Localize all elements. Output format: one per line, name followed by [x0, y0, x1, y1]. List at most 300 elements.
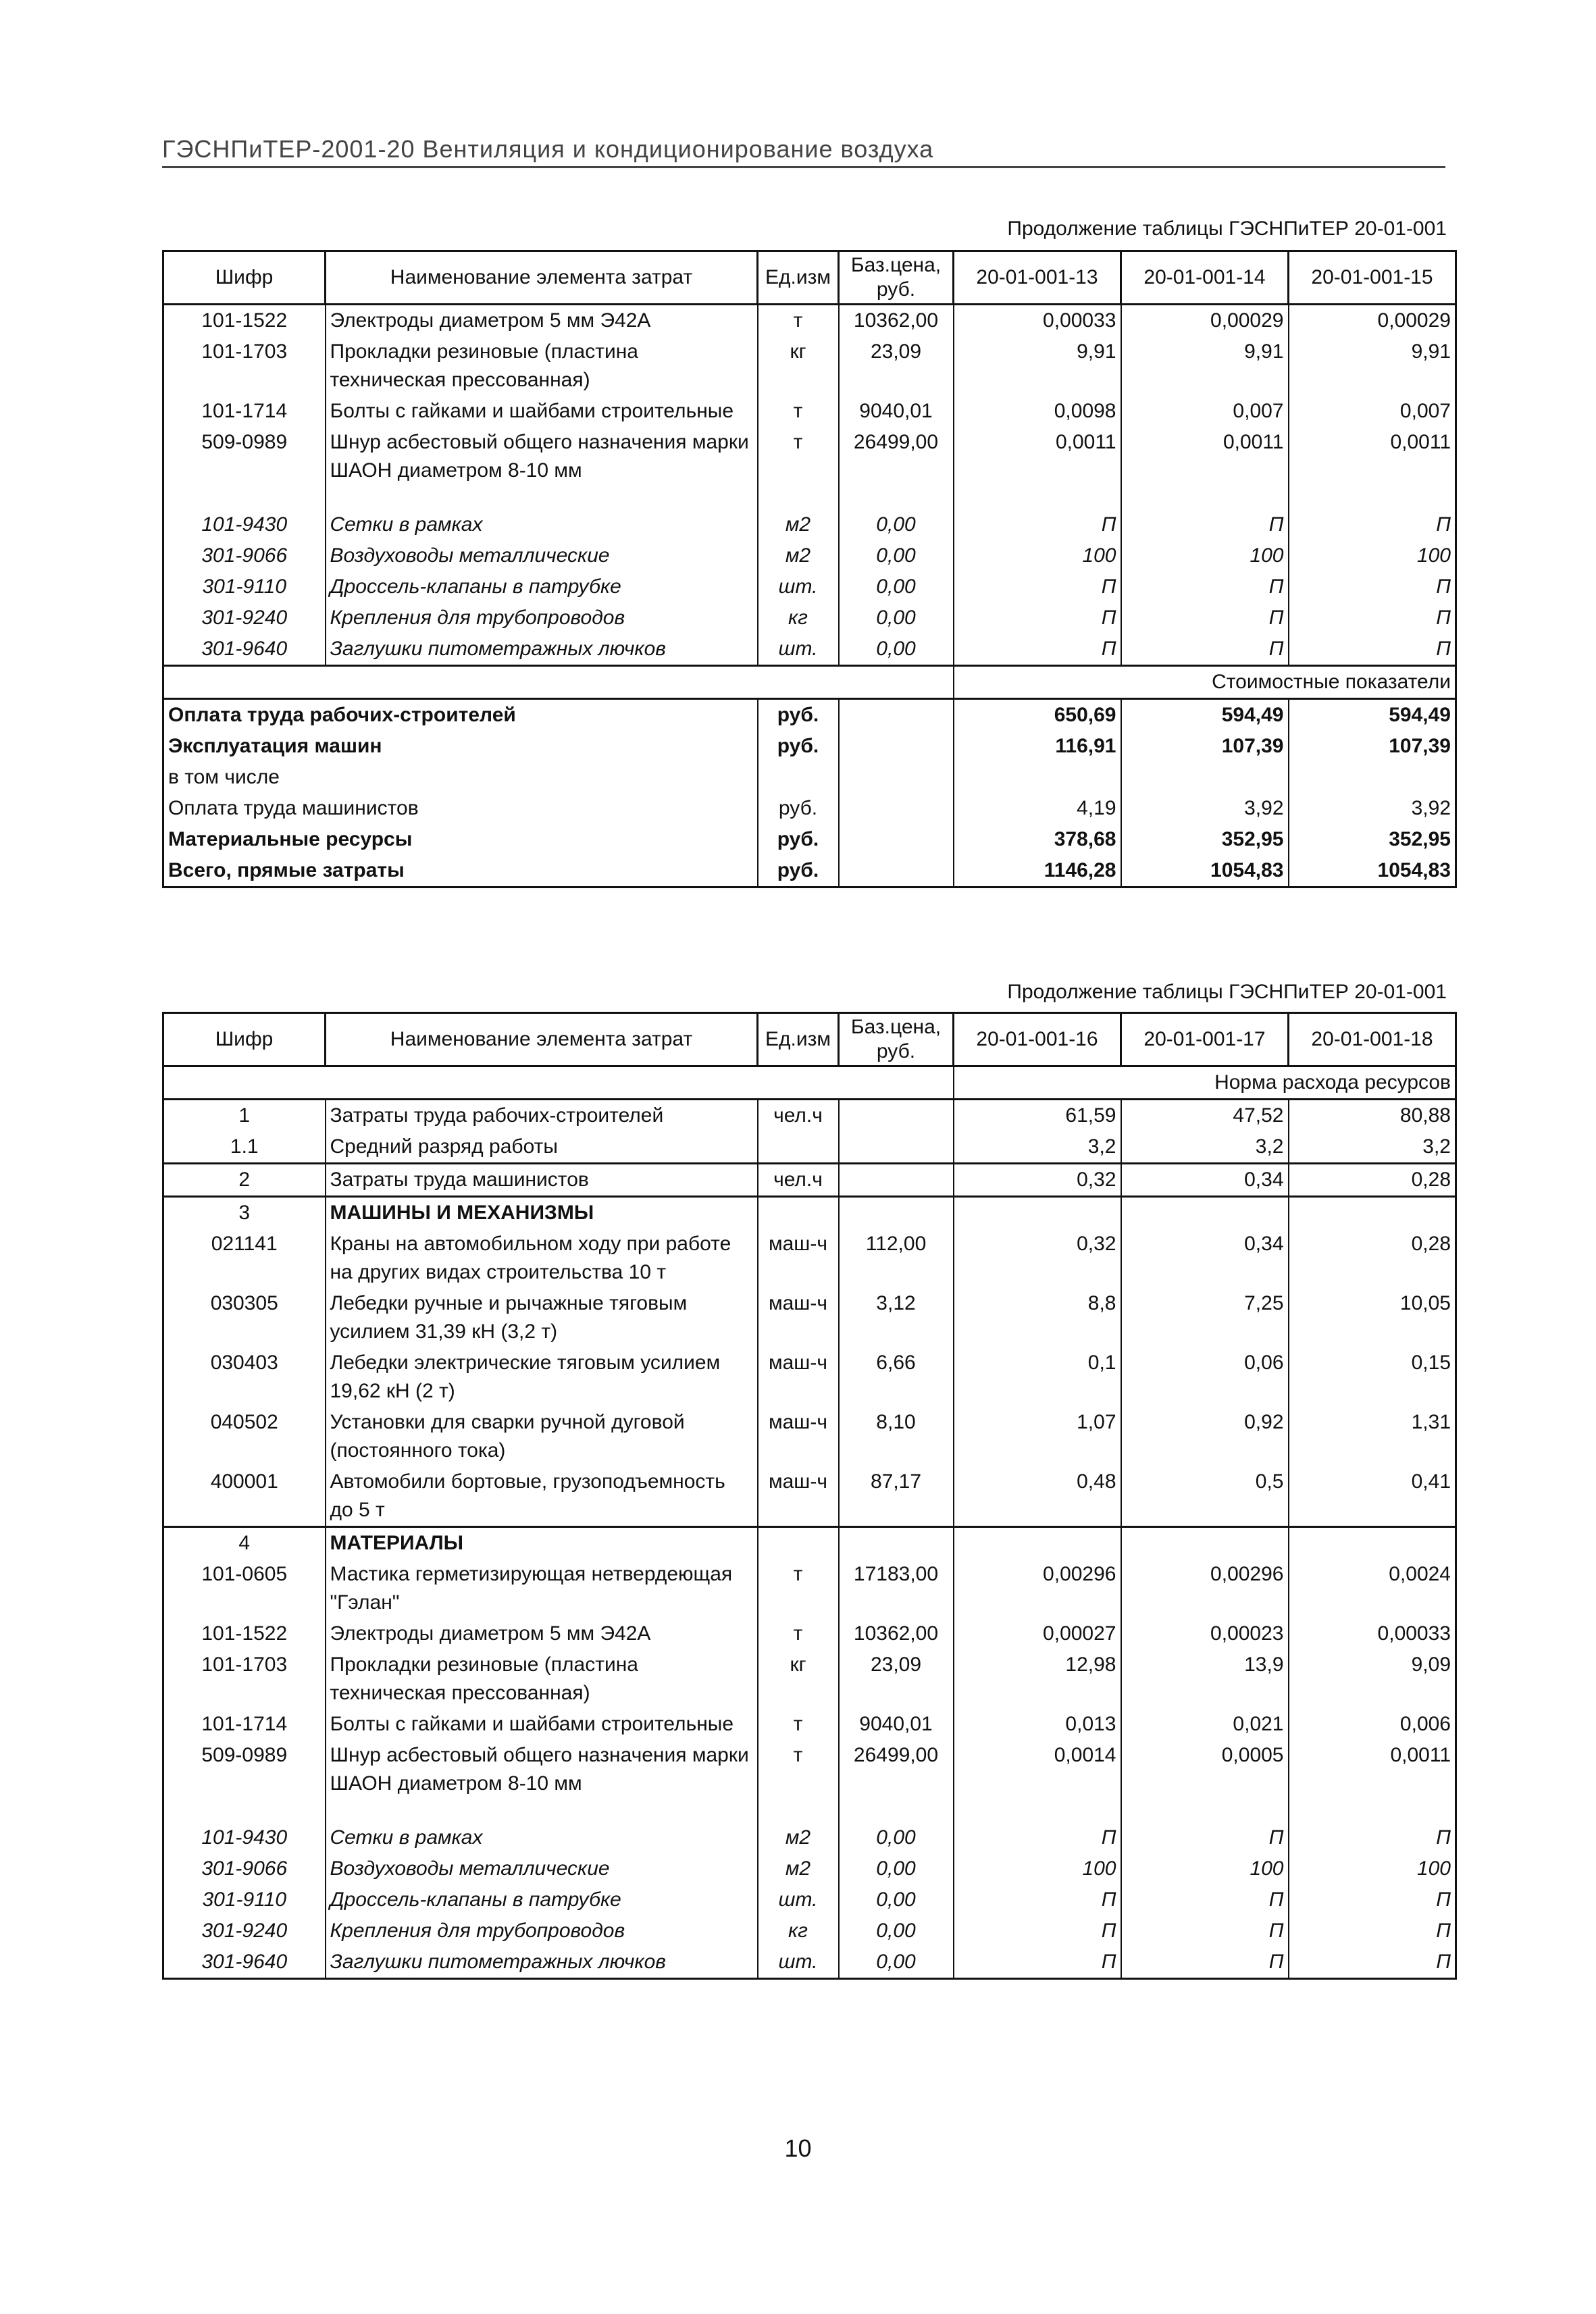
row-value-3: 9,09 — [1289, 1649, 1456, 1709]
section-name: МАТЕРИАЛЫ — [326, 1527, 758, 1560]
cost-row — [163, 762, 1456, 793]
cost-name: Оплата труда рабочих-строителей — [163, 699, 758, 731]
row-value-1: 0,00296 — [954, 1559, 1121, 1618]
spacer-cell — [1289, 486, 1456, 509]
row-value-1: 0,32 — [954, 1229, 1121, 1288]
header-code: Шифр — [163, 251, 326, 305]
row-unit: чел.ч — [758, 1100, 839, 1132]
row-code: 400001 — [163, 1466, 326, 1527]
cost-price — [839, 824, 954, 855]
row-price: 0,00 — [839, 1884, 954, 1916]
row-price: 9040,01 — [839, 1709, 954, 1740]
row-unit: маш-ч — [758, 1347, 839, 1407]
row-name: Крепления для трубопроводов — [326, 602, 758, 634]
spacer-cell — [163, 486, 326, 509]
table2-caption: Продолжение таблицы ГЭСНПиТЕР 20-01-001 — [1007, 981, 1447, 1003]
spacer-cell — [758, 1799, 839, 1822]
row-code: 101-1703 — [163, 1649, 326, 1709]
table-row — [163, 396, 1456, 427]
row-code: 101-9430 — [163, 509, 326, 540]
row-value-3: П — [1289, 1884, 1456, 1916]
table-row — [163, 1347, 1456, 1407]
row-value-2: П — [1121, 509, 1289, 540]
header-name: Наименование элемента затрат — [326, 1013, 758, 1066]
row-unit: кг — [758, 1649, 839, 1709]
row-unit: м2 — [758, 509, 839, 540]
row-code: 101-1522 — [163, 1618, 326, 1649]
table-row — [163, 1649, 1456, 1709]
row-value-3: 0,15 — [1289, 1347, 1456, 1407]
row-unit: шт. — [758, 1884, 839, 1916]
table-row — [163, 1131, 1456, 1164]
cost-value-3: 594,49 — [1289, 699, 1456, 731]
cost-value-3: 3,92 — [1289, 793, 1456, 824]
row-value-1: 9,91 — [954, 336, 1121, 396]
row-price: 0,00 — [839, 602, 954, 634]
spacer-cell — [954, 486, 1121, 509]
row-value-3: 10,05 — [1289, 1288, 1456, 1347]
row-name: Лебедки электрические тяговым усилием 19,62 кН (2 т) — [326, 1347, 758, 1407]
row-price: 23,09 — [839, 1649, 954, 1709]
row-price: 0,00 — [839, 1947, 954, 1979]
row-name: Средний разряд работы — [326, 1131, 758, 1164]
spacer-cell — [326, 1799, 758, 1822]
row-price: 6,66 — [839, 1347, 954, 1407]
cost-unit: руб. — [758, 699, 839, 731]
row-value-3: 9,91 — [1289, 336, 1456, 396]
section-code: 4 — [163, 1527, 326, 1560]
cost-name: Материальные ресурсы — [163, 824, 758, 855]
section-empty — [758, 1527, 839, 1560]
row-unit: м2 — [758, 1822, 839, 1853]
cost-row — [163, 824, 1456, 855]
row-value-3: 0,00033 — [1289, 1618, 1456, 1649]
row-price: 112,00 — [839, 1229, 954, 1288]
row-code: 301-9640 — [163, 1947, 326, 1979]
row-unit: чел.ч — [758, 1164, 839, 1197]
row-value-2: 0,021 — [1121, 1709, 1289, 1740]
row-value-1: 0,00027 — [954, 1618, 1121, 1649]
row-code: 509-0989 — [163, 1740, 326, 1799]
cost-value-3: 107,39 — [1289, 731, 1456, 762]
label-spacer — [163, 1066, 954, 1100]
cost-name: Оплата труда машинистов — [163, 793, 758, 824]
row-name: Заглушки питометражных лючков — [326, 634, 758, 666]
row-value-1: 3,2 — [954, 1131, 1121, 1164]
spacer-cell — [954, 1799, 1121, 1822]
row-unit: маш-ч — [758, 1288, 839, 1347]
row-unit: т — [758, 1618, 839, 1649]
cost-value-1 — [954, 762, 1121, 793]
row-name: Крепления для трубопроводов — [326, 1916, 758, 1947]
row-name: Краны на автомобильном ходу при работе на других видах строительства 10 т — [326, 1229, 758, 1288]
spacer-cell — [839, 486, 954, 509]
row-price: 10362,00 — [839, 305, 954, 337]
row-value-3: 80,88 — [1289, 1100, 1456, 1132]
spacer-cell — [758, 486, 839, 509]
row-name: Сетки в рамках — [326, 1822, 758, 1853]
row-name: Болты с гайками и шайбами строительные — [326, 396, 758, 427]
cost-value-3 — [1289, 762, 1456, 793]
header-col1: 20-01-001-13 — [954, 251, 1121, 305]
materials-section-row — [163, 1527, 1456, 1560]
cost-unit: руб. — [758, 824, 839, 855]
row-unit: т — [758, 1709, 839, 1740]
section-empty — [954, 1527, 1121, 1560]
row-value-1: П — [954, 571, 1121, 602]
cost-value-2: 352,95 — [1121, 824, 1289, 855]
section-empty — [839, 1527, 954, 1560]
cost-label: Стоимостные показатели — [954, 666, 1456, 699]
row-code: 2 — [163, 1164, 326, 1197]
table-row — [163, 1100, 1456, 1132]
row-value-2: 0,92 — [1121, 1407, 1289, 1466]
row-value-2: 0,00023 — [1121, 1618, 1289, 1649]
row-value-3: 1,31 — [1289, 1407, 1456, 1466]
row-name: Заглушки питометражных лючков — [326, 1947, 758, 1979]
table-row — [163, 540, 1456, 571]
table-row — [163, 1466, 1456, 1527]
table-row — [163, 1884, 1456, 1916]
cost-name: в том числе — [163, 762, 758, 793]
row-price: 10362,00 — [839, 1618, 954, 1649]
row-value-1: 0,013 — [954, 1709, 1121, 1740]
row-unit: т — [758, 1740, 839, 1799]
cost-value-1: 4,19 — [954, 793, 1121, 824]
row-name: Дроссель-клапаны в патрубке — [326, 1884, 758, 1916]
row-value-1: П — [954, 1822, 1121, 1853]
section-empty — [1121, 1527, 1289, 1560]
row-name: Установки для сварки ручной дуговой (постоянного тока) — [326, 1407, 758, 1466]
row-value-2: П — [1121, 1822, 1289, 1853]
row-name: Дроссель-клапаны в патрубке — [326, 571, 758, 602]
row-code: 1 — [163, 1100, 326, 1132]
row-value-1: 0,1 — [954, 1347, 1121, 1407]
row-name: Воздуховоды металлические — [326, 1853, 758, 1884]
row-value-1: 100 — [954, 540, 1121, 571]
row-unit — [758, 1131, 839, 1164]
spacer-cell — [163, 1799, 326, 1822]
row-price: 0,00 — [839, 634, 954, 666]
table-row — [163, 1559, 1456, 1618]
row-value-1: 12,98 — [954, 1649, 1121, 1709]
spacer-cell — [326, 486, 758, 509]
row-value-2: 47,52 — [1121, 1100, 1289, 1132]
spacer-cell — [839, 1799, 954, 1822]
row-value-1: 61,59 — [954, 1100, 1121, 1132]
row-value-2: 7,25 — [1121, 1288, 1289, 1347]
section-code: 3 — [163, 1197, 326, 1229]
row-name: Шнур асбестовый общего назначения марки ШАОН диаметром 8-10 мм — [326, 427, 758, 486]
row-code: 301-9066 — [163, 1853, 326, 1884]
cost-price — [839, 793, 954, 824]
header-col1: 20-01-001-16 — [954, 1013, 1121, 1066]
row-code: 1.1 — [163, 1131, 326, 1164]
row-value-2: 0,34 — [1121, 1229, 1289, 1288]
row-value-2: П — [1121, 1884, 1289, 1916]
row-price: 17183,00 — [839, 1559, 954, 1618]
row-value-2: 0,06 — [1121, 1347, 1289, 1407]
table-row — [163, 1916, 1456, 1947]
row-unit: т — [758, 427, 839, 486]
row-code: 101-1714 — [163, 396, 326, 427]
header-unit: Ед.изм — [758, 251, 839, 305]
row-value-2: 0,5 — [1121, 1466, 1289, 1527]
row-unit: маш-ч — [758, 1229, 839, 1288]
cost-unit — [758, 762, 839, 793]
table-row — [163, 602, 1456, 634]
table-row — [163, 1164, 1456, 1197]
header-col2: 20-01-001-14 — [1121, 251, 1289, 305]
row-value-3: 0,0024 — [1289, 1559, 1456, 1618]
row-value-2: 0,00029 — [1121, 305, 1289, 337]
header-code: Шифр — [163, 1013, 326, 1066]
cost-value-1: 378,68 — [954, 824, 1121, 855]
row-code: 509-0989 — [163, 427, 326, 486]
row-value-1: 0,48 — [954, 1466, 1121, 1527]
row-value-3: П — [1289, 571, 1456, 602]
row-name: Затраты труда машинистов — [326, 1164, 758, 1197]
cost-value-2: 1054,83 — [1121, 855, 1289, 888]
row-unit: шт. — [758, 634, 839, 666]
cost-value-3: 1054,83 — [1289, 855, 1456, 888]
row-code: 040502 — [163, 1407, 326, 1466]
row-value-2: 9,91 — [1121, 336, 1289, 396]
row-value-1: П — [954, 1947, 1121, 1979]
table-row — [163, 1288, 1456, 1347]
row-price: 0,00 — [839, 1853, 954, 1884]
row-unit: шт. — [758, 571, 839, 602]
table-row — [163, 1822, 1456, 1853]
section-name: МАШИНЫ И МЕХАНИЗМЫ — [326, 1197, 758, 1229]
table-row — [163, 1740, 1456, 1799]
row-code: 301-9640 — [163, 634, 326, 666]
row-price: 87,17 — [839, 1466, 954, 1527]
row-unit: м2 — [758, 540, 839, 571]
row-value-2: П — [1121, 602, 1289, 634]
row-price: 0,00 — [839, 1822, 954, 1853]
row-value-1: 0,0011 — [954, 427, 1121, 486]
row-value-3: 0,0011 — [1289, 427, 1456, 486]
cost-name: Эксплуатация машин — [163, 731, 758, 762]
row-unit: кг — [758, 1916, 839, 1947]
row-value-3: П — [1289, 1947, 1456, 1979]
row-unit: шт. — [758, 1947, 839, 1979]
row-value-3: П — [1289, 1822, 1456, 1853]
row-code: 030403 — [163, 1347, 326, 1407]
row-value-1: П — [954, 509, 1121, 540]
row-value-2: 100 — [1121, 540, 1289, 571]
row-value-1: 8,8 — [954, 1288, 1121, 1347]
row-value-2: 0,34 — [1121, 1164, 1289, 1197]
header-col3: 20-01-001-15 — [1289, 251, 1456, 305]
table1-caption: Продолжение таблицы ГЭСНПиТЕР 20-01-001 — [1007, 217, 1447, 240]
row-name: Прокладки резиновые (пластина техническая прессованная) — [326, 1649, 758, 1709]
table-row — [163, 509, 1456, 540]
row-price: 0,00 — [839, 509, 954, 540]
cost-unit: руб. — [758, 731, 839, 762]
row-value-3: 3,2 — [1289, 1131, 1456, 1164]
spacer-row — [163, 486, 1456, 509]
table1 — [162, 250, 1457, 888]
row-value-3: П — [1289, 634, 1456, 666]
cost-value-2: 594,49 — [1121, 699, 1289, 731]
cost-name: Всего, прямые затраты — [163, 855, 758, 888]
row-price: 0,00 — [839, 540, 954, 571]
row-unit: т — [758, 305, 839, 337]
row-value-3: П — [1289, 509, 1456, 540]
cost-row — [163, 699, 1456, 731]
row-name: Автомобили бортовые, грузоподъемность до 5 т — [326, 1466, 758, 1527]
cost-row — [163, 731, 1456, 762]
row-unit: маш-ч — [758, 1466, 839, 1527]
row-name: Мастика герметизирующая нетвердеющая "Гэлан" — [326, 1559, 758, 1618]
cost-price — [839, 855, 954, 888]
row-value-1: 0,0014 — [954, 1740, 1121, 1799]
table2 — [162, 1012, 1457, 1980]
row-value-1: П — [954, 602, 1121, 634]
header-unit: Ед.изм — [758, 1013, 839, 1066]
row-code: 301-9110 — [163, 571, 326, 602]
cost-unit: руб. — [758, 793, 839, 824]
row-value-3: 0,41 — [1289, 1466, 1456, 1527]
spacer-cell — [1121, 1799, 1289, 1822]
table-row — [163, 1229, 1456, 1288]
row-price — [839, 1131, 954, 1164]
row-value-1: 1,07 — [954, 1407, 1121, 1466]
row-name: Шнур асбестовый общего назначения марки ШАОН диаметром 8-10 мм — [326, 1740, 758, 1799]
spacer-row — [163, 1799, 1456, 1822]
norm-label: Норма расхода ресурсов — [954, 1066, 1456, 1100]
row-unit: кг — [758, 336, 839, 396]
header-col2: 20-01-001-17 — [1121, 1013, 1289, 1066]
row-value-2: 13,9 — [1121, 1649, 1289, 1709]
row-code: 301-9240 — [163, 602, 326, 634]
row-value-3: 0,00029 — [1289, 305, 1456, 337]
row-code: 030305 — [163, 1288, 326, 1347]
row-price: 0,00 — [839, 1916, 954, 1947]
row-name: Болты с гайками и шайбами строительные — [326, 1709, 758, 1740]
table-row — [163, 336, 1456, 396]
row-value-3: 100 — [1289, 540, 1456, 571]
row-unit: т — [758, 396, 839, 427]
header-price: Баз.цена, руб. — [839, 1013, 954, 1066]
row-value-3: П — [1289, 602, 1456, 634]
row-code: 301-9240 — [163, 1916, 326, 1947]
row-code: 101-1703 — [163, 336, 326, 396]
row-name: Затраты труда рабочих-строителей — [326, 1100, 758, 1132]
row-code: 101-9430 — [163, 1822, 326, 1853]
table-row — [163, 1853, 1456, 1884]
cost-value-2: 3,92 — [1121, 793, 1289, 824]
row-price: 26499,00 — [839, 1740, 954, 1799]
table-row — [163, 1618, 1456, 1649]
row-code: 301-9110 — [163, 1884, 326, 1916]
row-unit: м2 — [758, 1853, 839, 1884]
row-name: Лебедки ручные и рычажные тяговым усилием 31,39 кН (3,2 т) — [326, 1288, 758, 1347]
row-value-1: 0,0098 — [954, 396, 1121, 427]
cost-price — [839, 762, 954, 793]
cost-value-2: 107,39 — [1121, 731, 1289, 762]
row-name: Сетки в рамках — [326, 509, 758, 540]
cost-value-1: 116,91 — [954, 731, 1121, 762]
row-value-3: 0,007 — [1289, 396, 1456, 427]
row-value-2: 3,2 — [1121, 1131, 1289, 1164]
row-name: Электроды диаметром 5 мм Э42А — [326, 305, 758, 337]
row-code: 101-0605 — [163, 1559, 326, 1618]
row-price — [839, 1164, 954, 1197]
header-price: Баз.цена, руб. — [839, 251, 954, 305]
label-spacer — [163, 666, 954, 699]
row-value-2: 0,007 — [1121, 396, 1289, 427]
row-value-3: 0,28 — [1289, 1164, 1456, 1197]
cost-price — [839, 731, 954, 762]
table-row — [163, 1947, 1456, 1979]
row-value-2: 0,0011 — [1121, 427, 1289, 486]
row-price: 23,09 — [839, 336, 954, 396]
table-row — [163, 305, 1456, 337]
row-unit: т — [758, 1559, 839, 1618]
row-value-1: П — [954, 634, 1121, 666]
norm-label-row — [163, 1066, 1456, 1100]
row-price: 9040,01 — [839, 396, 954, 427]
machines-section-row — [163, 1197, 1456, 1229]
header-col3: 20-01-001-18 — [1289, 1013, 1456, 1066]
row-name: Прокладки резиновые (пластина техническая прессованная) — [326, 336, 758, 396]
row-price: 8,10 — [839, 1407, 954, 1466]
cost-row — [163, 793, 1456, 824]
table-row — [163, 1407, 1456, 1466]
page-number: 10 — [784, 2134, 812, 2162]
cost-value-3: 352,95 — [1289, 824, 1456, 855]
row-value-1: 0,32 — [954, 1164, 1121, 1197]
cost-value-1: 650,69 — [954, 699, 1121, 731]
header-name: Наименование элемента затрат — [326, 251, 758, 305]
row-name: Воздуховоды металлические — [326, 540, 758, 571]
row-value-1: П — [954, 1916, 1121, 1947]
section-empty — [839, 1197, 954, 1229]
row-unit: кг — [758, 602, 839, 634]
section-empty — [954, 1197, 1121, 1229]
row-name: Электроды диаметром 5 мм Э42А — [326, 1618, 758, 1649]
table-row — [163, 1709, 1456, 1740]
section-empty — [1121, 1197, 1289, 1229]
row-value-1: 0,00033 — [954, 305, 1121, 337]
row-code: 101-1522 — [163, 305, 326, 337]
cost-row — [163, 855, 1456, 888]
cost-value-1: 1146,28 — [954, 855, 1121, 888]
spacer-cell — [1121, 486, 1289, 509]
section-empty — [1289, 1197, 1456, 1229]
row-value-1: 100 — [954, 1853, 1121, 1884]
row-unit: маш-ч — [758, 1407, 839, 1466]
table1-header-row — [163, 251, 1456, 305]
cost-value-2 — [1121, 762, 1289, 793]
section-empty — [1289, 1527, 1456, 1560]
row-value-2: П — [1121, 1916, 1289, 1947]
row-code: 301-9066 — [163, 540, 326, 571]
row-value-2: П — [1121, 1947, 1289, 1979]
row-value-2: 100 — [1121, 1853, 1289, 1884]
table-row — [163, 634, 1456, 666]
row-code: 021141 — [163, 1229, 326, 1288]
row-value-2: 0,00296 — [1121, 1559, 1289, 1618]
row-value-3: 100 — [1289, 1853, 1456, 1884]
row-price — [839, 1100, 954, 1132]
table2-header-row — [163, 1013, 1456, 1066]
row-value-3: 0,28 — [1289, 1229, 1456, 1288]
row-code: 101-1714 — [163, 1709, 326, 1740]
